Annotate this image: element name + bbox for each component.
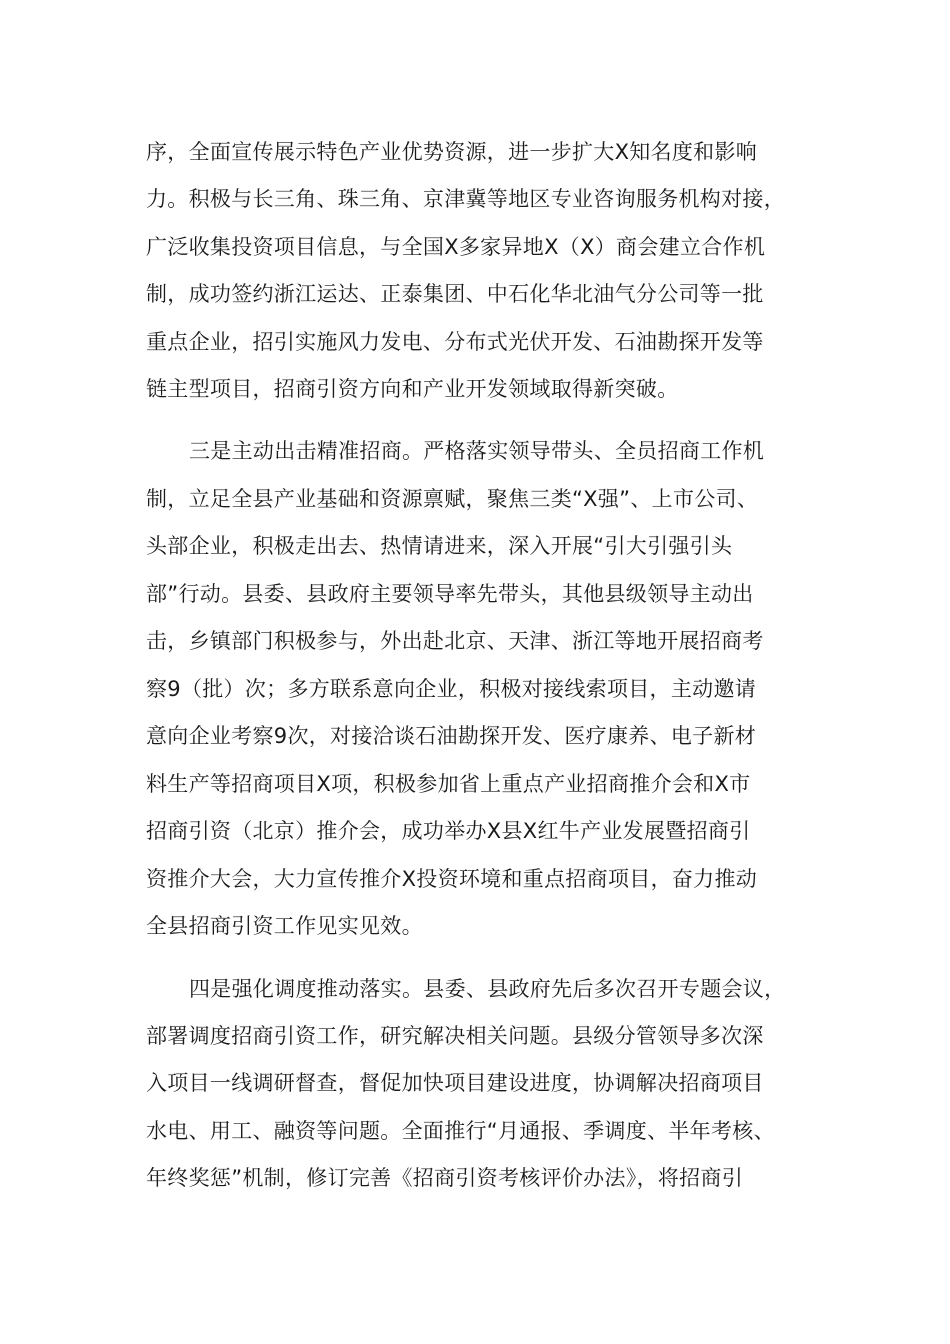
text-line: 制，立足全县产业基础和资源禀赋，聚焦三类“X强”、上市公司、 bbox=[146, 487, 759, 511]
text-line: 料生产等招商项目X项，积极参加省上重点产业招商推介会和X市 bbox=[146, 772, 751, 796]
paragraph-three-first-line: 三是主动出击精准招商。严格落实领导带头、全员招商工作机 bbox=[189, 439, 765, 463]
text-line: 头部企业，积极走出去、热情请进来，深入开展“引大引强引头 bbox=[146, 534, 733, 558]
text-line: 制，成功签约浙江运达、正泰集团、中石化华北油气分公司等一批 bbox=[146, 282, 764, 306]
text-line: 部署调度招商引资工作，研究解决相关问题。县级分管领导多次深 bbox=[146, 1024, 764, 1048]
text-line: 招商引资（北京）推介会，成功举办X县X红牛产业发展暨招商引 bbox=[146, 819, 751, 843]
text-line: 击，乡镇部门积极参与，外出赴北京、天津、浙江等地开展招商考 bbox=[146, 629, 764, 653]
text-line bbox=[146, 1211, 826, 1241]
text-line: 广泛收集投资项目信息，与全国X多家异地X（X）商会建立合作机 bbox=[146, 235, 766, 259]
text-line: 察9（批）次；多方联系意向企业，积极对接线索项目，主动邀请 bbox=[146, 677, 757, 701]
text-line: 力。积极与长三角、珠三角、京津冀等地区专业咨询服务机构对接， bbox=[146, 187, 785, 211]
paragraph-four-first-line: 四是强化调度推动落实。县委、县政府先后多次召开专题会议， bbox=[189, 977, 786, 1001]
text-line: 部”行动。县委、县政府主要领导率先带头，其他县级领导主动出 bbox=[146, 582, 754, 606]
text-line: 入项目一线调研督查，督促加快项目建设进度，协调解决招商项目 bbox=[146, 1071, 764, 1095]
text-line: 意向企业考察9次，对接洽谈石油勘探开发、医疗康养、电子新材 bbox=[146, 724, 757, 748]
text-line: 水电、用工、融资等问题。全面推行“月通报、季调度、半年考核、 bbox=[146, 1119, 775, 1143]
text-line: 重点企业，招引实施风力发电、分布式光伏开发、石油勘探开发等 bbox=[146, 330, 764, 354]
text-line: 年终奖惩”机制，修订完善《招商引资考核评价办法》，将招商引 bbox=[146, 1166, 744, 1190]
text-line: 资推介大会，大力宣传推介X投资环境和重点招商项目，奋力推动 bbox=[146, 867, 758, 891]
text-line: 链主型项目，招商引资方向和产业开发领域取得新突破。 bbox=[146, 377, 679, 401]
text-line: 全县招商引资工作见实见效。 bbox=[146, 914, 423, 938]
text-line: 序，全面宣传展示特色产业优势资源，进一步扩大X知名度和影响 bbox=[146, 140, 758, 164]
